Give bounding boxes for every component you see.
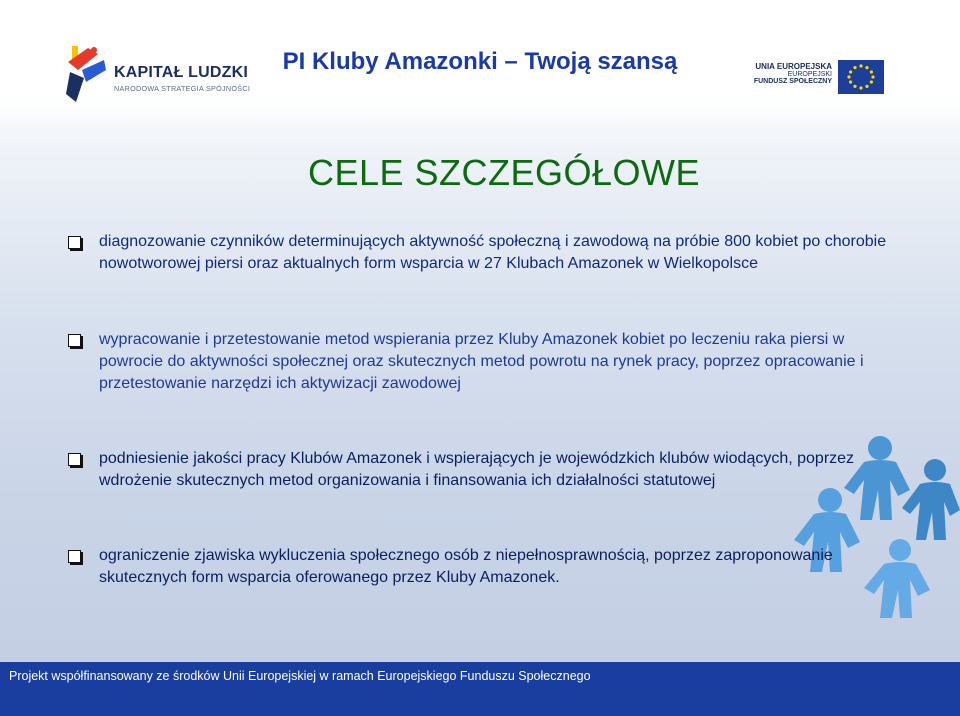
list-item-text: podniesienie jakości pracy Klubów Amazonek i wspierających je wojewódzkich klubów wiodących, poprzez wdrożenie skutecznych metod organizowania i finansowania ich działalności statutowej [99,450,855,489]
header [0,0,960,125]
checkbox-bullet-icon [68,453,81,466]
list-item-text: wypracowanie i przetestowanie metod wspierania przez Kluby Amazonek kobiet po leczeniu raka piersi w powrocie do aktywności społecznej oraz skutecznych metod powrotu na rynek pracy, poprzez opracowanie i przetestowanie narzędzi ich aktywizacji zawodowej [99,331,864,392]
checkbox-bullet-icon [68,236,81,249]
section-heading [0,152,960,194]
footer-bar [0,662,960,716]
eu-logo-line1: UNIA EUROPEJSKA [755,62,832,71]
kapital-ludzki-title: KAPITAŁ LUDZKI [114,64,249,81]
kapital-ludzki-subtitle: NARODOWA STRATEGIA SPÓJNOŚCI [114,84,251,93]
checkbox-bullet-icon [68,334,81,347]
eu-flag-icon [838,60,884,94]
page-title: PI Kluby Amazonki – Twoją szansą [282,48,678,75]
eu-logo [752,60,892,100]
eu-logo-line2: EUROPEJSKI [787,71,832,78]
eu-logo-text [754,62,832,85]
checkbox-bullet-icon [68,550,81,563]
list-item-text: ograniczenie zjawiska wykluczenia społecznego osób z niepełnosprawnością, poprzez zaproponowanie skutecznych form wsparcia oferowanego przez Kluby Amazonek. [99,547,833,586]
eu-logo-line3: FUNDUSZ SPOŁECZNY [753,78,832,85]
footer-text: Projekt współfinansowany ze środków Unii Europejskiej w ramach Europejskiego Funduszu Społecznego [9,669,591,683]
section-heading-text: CELE SZCZEGÓŁOWE [307,152,701,193]
list-item-text: diagnozowanie czynników determinujących aktywność społeczną i zawodową na próbie 800 kobiet po chorobie nowotworowej piersi oraz aktualnych form wsparcia w 27 Klubach Amazonek w Wielkopolsce [99,233,887,272]
